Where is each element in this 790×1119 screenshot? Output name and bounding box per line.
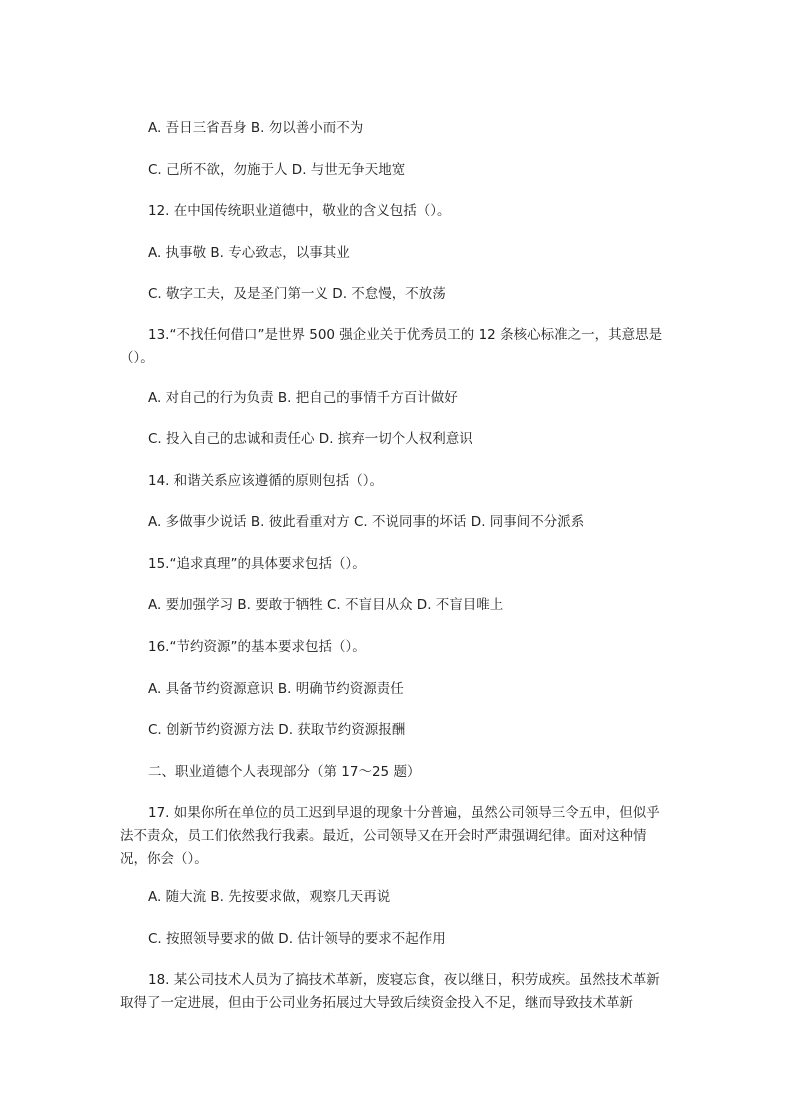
question-line: 18. 某公司技术人员为了搞技术革新，废寝忘食，夜以继日，积劳成疾。虽然技术革新取得了一定进展，但由于公司业务拓展过大导致后续资金投入不足，继而导致技术革新 — [120, 972, 660, 1011]
option-line: A. 对自己的行为负责 B. 把自己的事情千方百计做好 — [148, 390, 458, 406]
section-heading: 二、职业道德个人表现部分（第 17～25 题） — [148, 764, 421, 780]
question-line: 16.“节约资源”的基本要求包括（）。 — [148, 639, 366, 655]
option-line: A. 吾日三省吾身 B. 勿以善小而不为 — [148, 120, 364, 136]
option-line: C. 己所不欲，勿施于人 D. 与世无争天地宽 — [148, 162, 406, 178]
option-line: C. 敬字工夫，及是圣门第一义 D. 不怠慢，不放荡 — [148, 286, 446, 302]
option-line: C. 投入自己的忠诚和责任心 D. 摈弃一切个人权利意识 — [148, 431, 473, 447]
question-line: 15.“追求真理”的具体要求包括（）。 — [148, 556, 366, 572]
option-line: A. 要加强学习 B. 要敢于牺牲 C. 不盲目从众 D. 不盲目唯上 — [148, 597, 504, 613]
option-line: A. 执事敬 B. 专心致志，以事其业 — [148, 245, 350, 261]
question-line: 17. 如果你所在单位的员工迟到早退的现象十分普遍，虽然公司领导三令五申，但似乎法不责众，员工们依然我行我素。最近，公司领导又在开会时严肃强调纪律。面对这种情况，你会（）。 — [120, 805, 660, 867]
option-line: C. 创新节约资源方法 D. 获取节约资源报酬 — [148, 722, 406, 738]
question-line: 12. 在中国传统职业道德中，敬业的含义包括（）。 — [148, 203, 451, 219]
option-line: C. 按照领导要求的做 D. 估计领导的要求不起作用 — [148, 931, 446, 947]
question-line: 14. 和谐关系应该遵循的原则包括（）。 — [148, 473, 384, 489]
option-line: A. 随大流 B. 先按要求做，观察几天再说 — [148, 889, 391, 905]
option-line: A. 具备节约资源意识 B. 明确节约资源责任 — [148, 681, 404, 697]
option-line: A. 多做事少说话 B. 彼此看重对方 C. 不说同事的坏话 D. 同事间不分派系 — [148, 514, 585, 530]
question-line: 13.“不找任何借口”是世界 500 强企业关于优秀员工的 12 条核心标准之一，其意思是（）。 — [120, 327, 663, 366]
